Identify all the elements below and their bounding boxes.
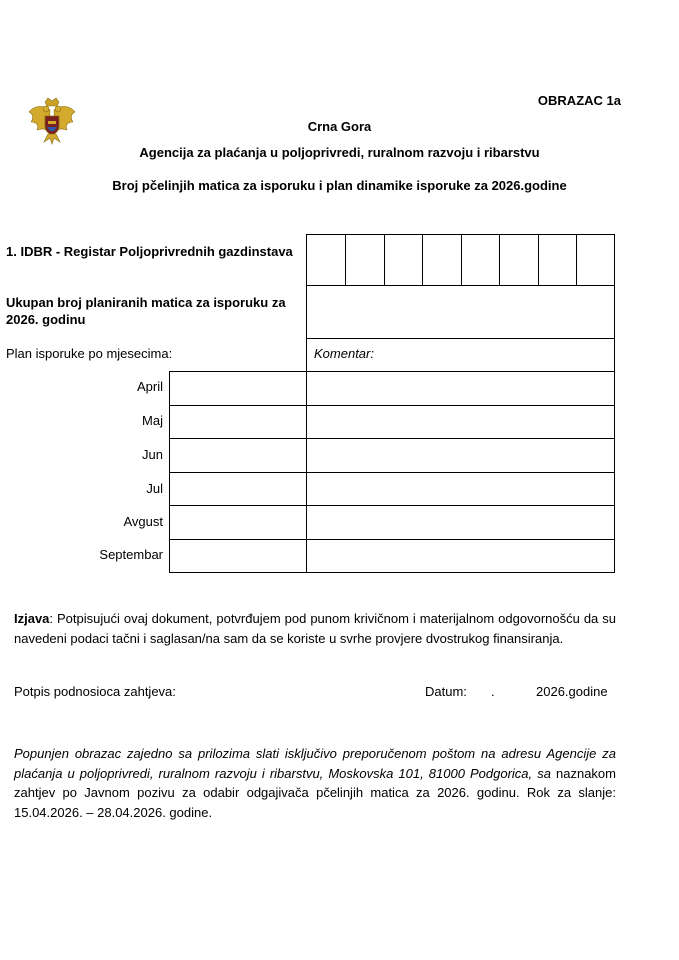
submission-notice — [14, 744, 616, 822]
notice-normal: naznakom zahtjev po Javnom pozivu za odabir odgajivača pčelinjih matica za 2026. godinu. Rok za slanje: 15.04.2026. – 28.04.2026. godine. — [14, 765, 616, 820]
date-year: 2026.godine — [536, 684, 608, 699]
date-separator: . — [491, 684, 495, 699]
quantity-input-april[interactable] — [169, 371, 307, 406]
quantity-input-june[interactable] — [169, 438, 307, 473]
idbr-label: 1. IDBR - Registar Poljoprivrednih gazdinstava — [6, 244, 293, 259]
idbr-cell-divider — [538, 235, 539, 285]
declaration-body: : Potpisujući ovaj dokument, potvrđujem pod punom krivičnom i materijalnom odgovornošću da su navedeni podaci tačni i saglasan/na sam da se koriste u svrhe provjere dvostrukog finansiranja. — [14, 611, 616, 646]
comment-input-june[interactable] — [306, 438, 615, 473]
idbr-cell-divider — [576, 235, 577, 285]
comment-input-july[interactable] — [306, 472, 615, 506]
idbr-input-grid[interactable] — [306, 234, 615, 286]
signature-label: Potpis podnosioca zahtjeva: — [14, 684, 176, 699]
month-label-july: Jul — [146, 481, 163, 496]
idbr-cell-divider — [345, 235, 346, 285]
quantity-input-september[interactable] — [169, 539, 307, 573]
total-queens-input[interactable] — [306, 285, 615, 339]
comment-input-august[interactable] — [306, 505, 615, 540]
date-label: Datum: — [425, 684, 467, 699]
document-title: Broj pčelinjih matica za isporuku i plan dinamike isporuke za 2026.godine — [112, 178, 567, 193]
comment-label: Komentar: — [314, 346, 374, 361]
idbr-cell-divider — [461, 235, 462, 285]
plan-label: Plan isporuke po mjesecima: — [6, 346, 173, 361]
month-label-may: Maj — [142, 413, 163, 428]
idbr-cell-divider — [499, 235, 500, 285]
quantity-input-july[interactable] — [169, 472, 307, 506]
form-code: OBRAZAC 1a — [537, 93, 621, 108]
month-label-september: Septembar — [99, 547, 163, 562]
month-label-june: Jun — [142, 447, 163, 462]
month-label-august: Avgust — [123, 514, 163, 529]
agency-name: Agencija za plaćanja u poljoprivredi, ruralnom razvoju i ribarstvu — [139, 145, 540, 160]
quantity-input-may[interactable] — [169, 405, 307, 439]
comment-input-april[interactable] — [306, 371, 615, 406]
comment-input-september[interactable] — [306, 539, 615, 573]
country-name: Crna Gora — [307, 119, 372, 134]
comment-input-may[interactable] — [306, 405, 615, 439]
total-queens-label: Ukupan broj planiranih matica za isporuku za 2026. godinu — [6, 295, 286, 327]
month-label-april: April — [136, 379, 163, 394]
declaration-lead: Izjava — [14, 611, 50, 626]
idbr-cell-divider — [422, 235, 423, 285]
declaration-text — [14, 609, 616, 648]
idbr-cell-divider — [384, 235, 385, 285]
notice-italic: Popunjen obrazac zajedno sa prilozima slati isključivo preporučenom poštom na adresu Agencije za plaćanja u poljoprivredi, ruralnom razvoju i ribarstvu, Moskovska 101, 81000 Podgorica, sa — [14, 746, 616, 781]
quantity-input-august[interactable] — [169, 505, 307, 540]
